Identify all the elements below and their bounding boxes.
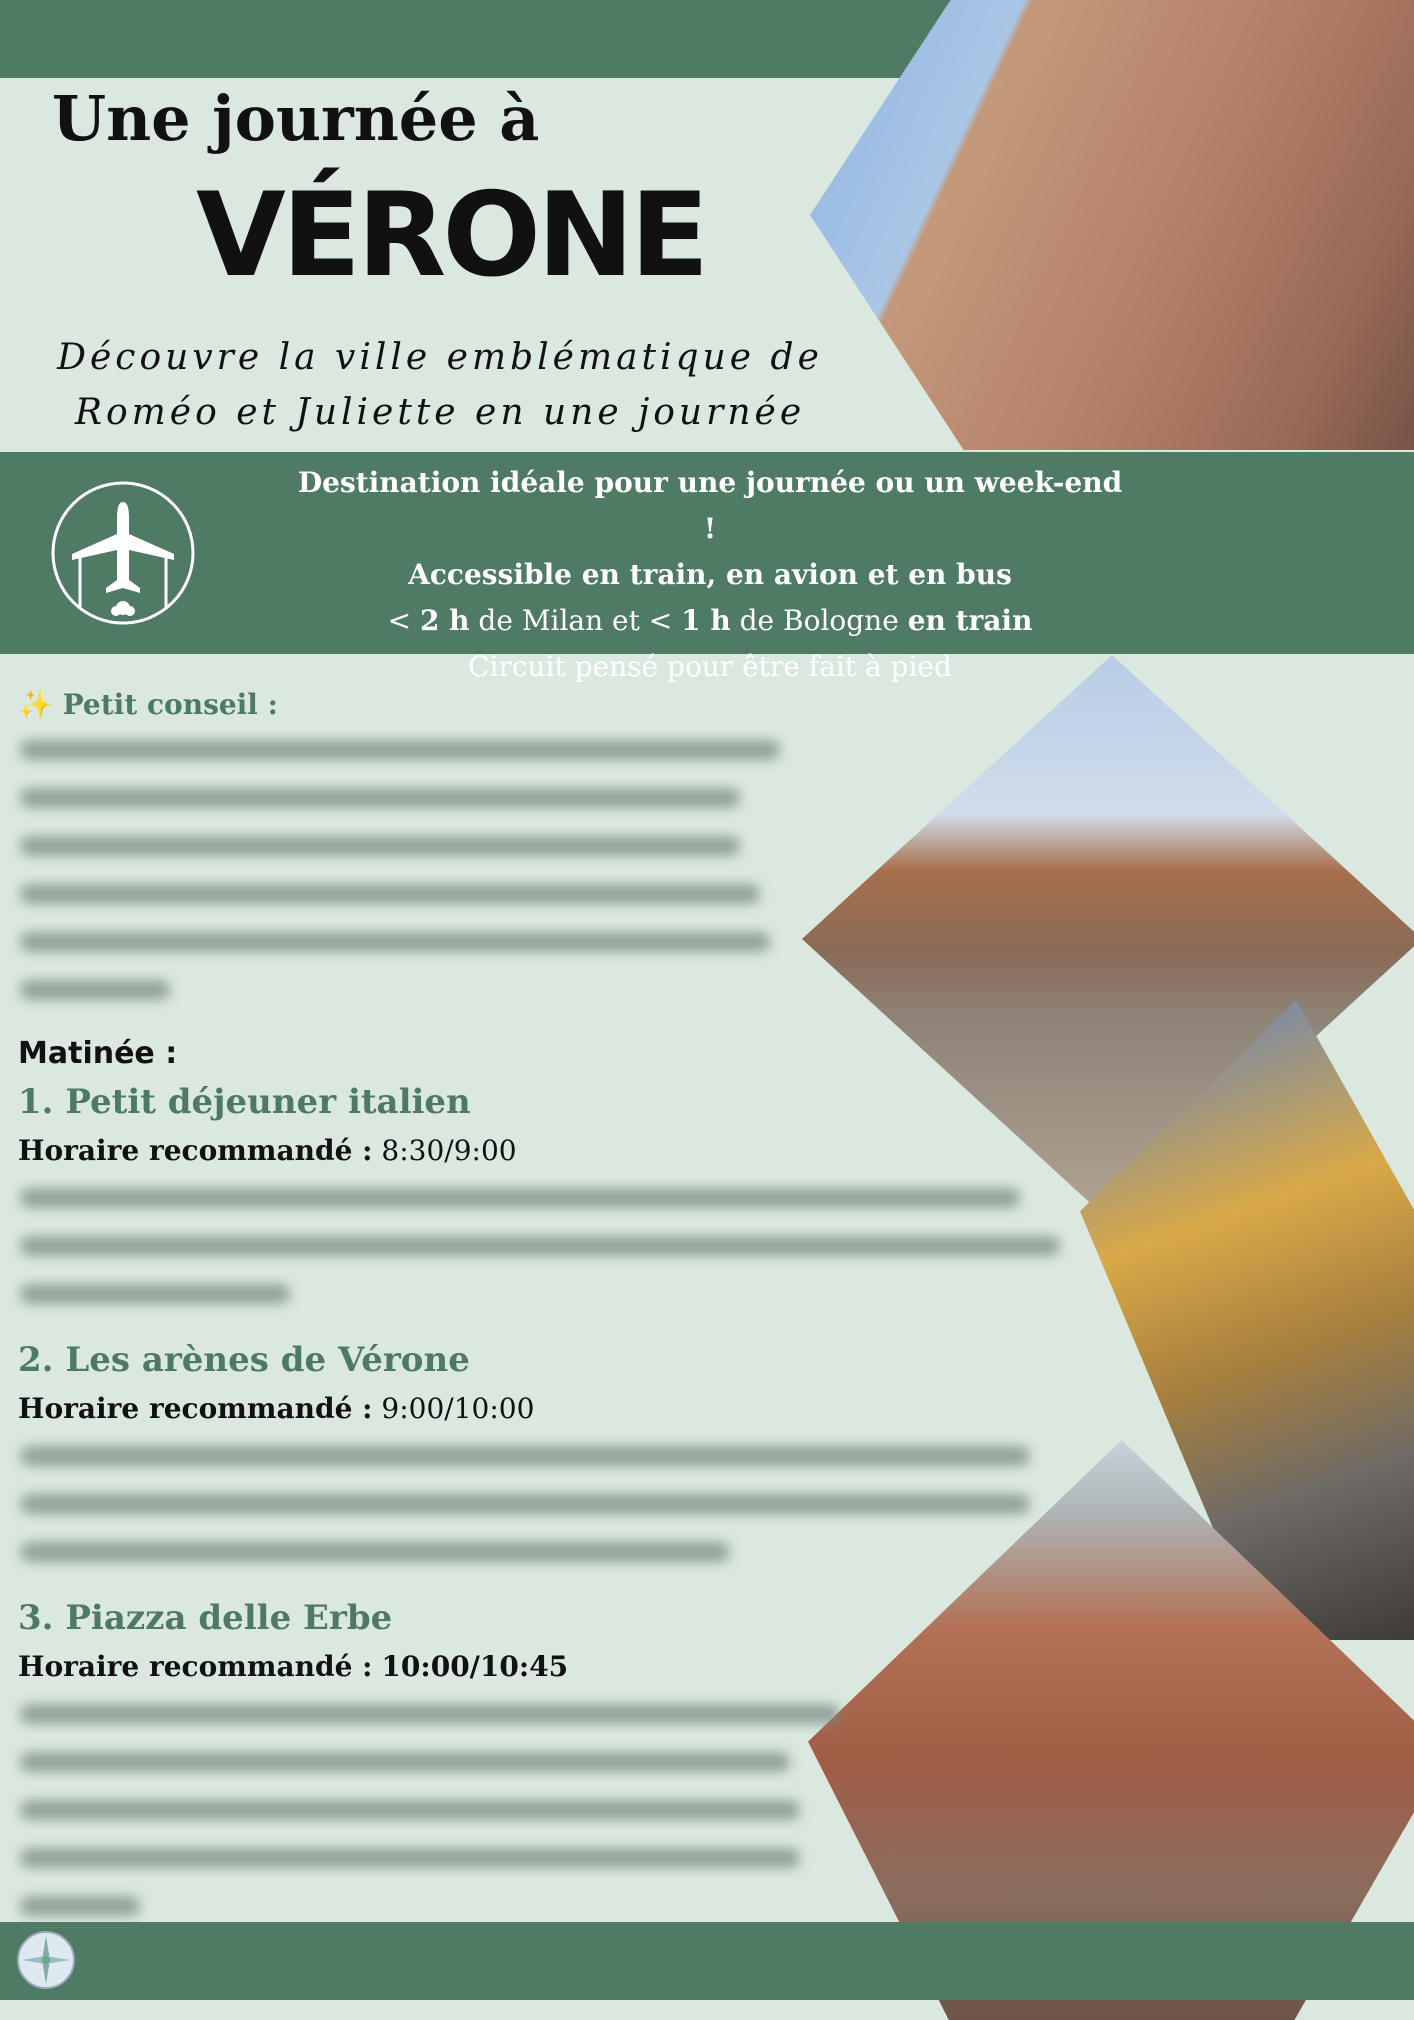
blurred-text <box>20 1188 1020 1208</box>
subtitle <box>40 330 840 440</box>
item-time <box>18 1392 534 1425</box>
airplane-icon <box>50 480 196 626</box>
item-title: 3. Piazza delle Erbe <box>18 1598 393 1638</box>
blurred-text <box>20 1704 840 1724</box>
tip-heading <box>18 688 278 721</box>
item-time <box>18 1650 568 1683</box>
item-title: 2. Les arènes de Vérone <box>18 1340 470 1380</box>
title-line1: Une journée à <box>52 82 540 155</box>
time-label: Horaire recommandé : <box>18 1650 373 1683</box>
compass-logo-icon <box>16 1930 76 1990</box>
blurred-text <box>20 1446 1030 1466</box>
info-line3-prefix: < <box>387 604 420 637</box>
blurred-text <box>20 836 740 856</box>
blurred-text <box>20 788 740 808</box>
tip-label: Petit conseil : <box>62 688 279 721</box>
item-title: 1. Petit déjeuner italien <box>18 1082 471 1122</box>
blurred-text <box>20 740 780 760</box>
blurred-text <box>20 932 770 952</box>
info-line3-mid2: de Bologne <box>730 604 908 637</box>
blurred-text <box>20 884 760 904</box>
travel-mode: en train <box>907 604 1033 637</box>
blurred-text <box>20 1896 140 1916</box>
blurred-text <box>20 1494 1030 1514</box>
time-label: Horaire recommandé : <box>18 1392 373 1425</box>
info-line2: Accessible en train, en avion et en bus <box>408 558 1012 591</box>
info-line1: Destination idéale pour une journée ou un week-end ! <box>297 466 1123 545</box>
blurred-text <box>20 980 170 1000</box>
sparkles-icon: ✨ <box>18 688 53 721</box>
bologne-time: 1 h <box>681 604 731 637</box>
title-line2: VÉRONE <box>196 168 706 303</box>
blurred-text <box>20 1542 730 1562</box>
subtitle-line1: Découvre la ville emblématique de <box>57 337 823 378</box>
subtitle-line2: Roméo et Juliette en une journée <box>74 392 806 433</box>
blurred-text <box>20 1752 790 1772</box>
milan-time: 2 h <box>419 604 470 637</box>
blurred-text <box>20 1800 800 1820</box>
info-line4: Circuit pensé pour être fait à pied <box>468 650 952 683</box>
item-time <box>18 1134 517 1167</box>
section-heading: Matinée : <box>18 1036 178 1071</box>
blurred-text <box>20 1284 290 1304</box>
travel-info <box>290 460 1130 690</box>
time-label: Horaire recommandé : <box>18 1134 373 1167</box>
info-line3-mid1: de Milan et < <box>469 604 682 637</box>
time-value: 9:00/10:00 <box>381 1392 535 1425</box>
time-value: 8:30/9:00 <box>381 1134 517 1167</box>
blurred-text <box>20 1848 800 1868</box>
bottom-band <box>0 1922 1414 2000</box>
blurred-text <box>20 1236 1060 1256</box>
time-value: 10:00/10:45 <box>381 1650 569 1683</box>
info-line3 <box>290 598 1130 644</box>
